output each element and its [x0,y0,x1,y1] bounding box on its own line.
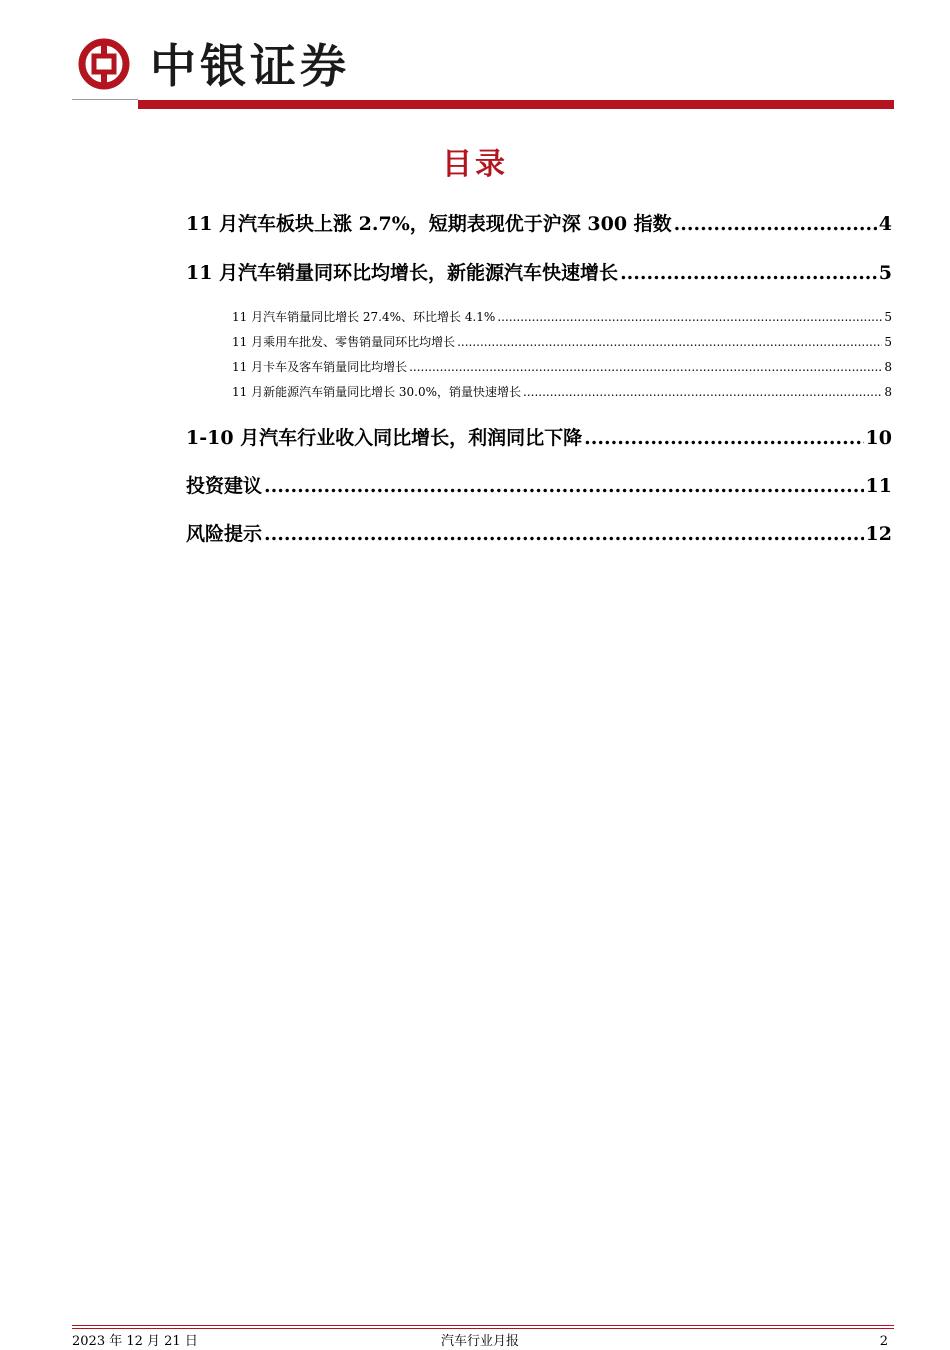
toc-entry-text: 11 月汽车板块上涨 2.7%，短期表现优于沪深 300 指数 [186,213,672,235]
toc-leader-dots [523,383,882,401]
toc-entry-page: 8 [884,385,892,399]
toc-entry-text: 投资建议 [186,475,263,497]
toc-entry[interactable] [186,259,892,287]
toc-entry-page: 10 [865,427,892,449]
toc-entry[interactable] [186,520,892,548]
toc-entry-page: 11 [865,475,892,497]
toc-entry-text: 11 月乘用车批发、零售销量同环比均增长 [232,335,456,349]
toc-leader-dots [264,472,864,500]
page-header [72,30,894,110]
toc-leader-dots [620,259,877,287]
toc-entry-page: 8 [884,360,892,374]
toc-entry-page: 5 [884,310,892,324]
toc-leader-dots [457,333,882,351]
toc-title: 目录 [442,147,508,182]
header-divider-thin [72,99,138,100]
header-divider-thick [138,100,894,109]
toc-entry-text: 11 月卡车及客车销量同比均增长 [232,360,408,374]
toc-leader-dots [584,424,863,452]
toc-leader-dots [264,520,864,548]
bank-of-china-logo-icon [78,38,130,90]
toc-leader-dots [409,358,882,376]
toc-entry-page: 5 [878,262,892,284]
toc-entry[interactable] [186,210,892,238]
footer-report-type: 汽车行业月报 [440,1334,519,1349]
toc-entry-page: 12 [865,523,892,545]
footer-date: 2023 年 12 月 21 日 [72,1334,198,1349]
toc-subentry[interactable] [232,333,892,351]
toc-entry-text: 风险提示 [186,523,263,545]
brand-name: 中银证券 [150,39,350,93]
toc-entry-text: 1-10 月汽车行业收入同比增长，利润同比下降 [186,427,583,449]
footer-page-number: 2 [879,1334,888,1349]
toc-entry-text: 11 月汽车销量同比增长 27.4%、环比增长 4.1% [232,310,496,324]
toc-leader-dots [674,210,877,238]
toc-entry-text: 11 月新能源汽车销量同比增长 30.0%，销量快速增长 [232,385,522,399]
toc-subentry[interactable] [232,308,892,326]
footer-divider [72,1325,894,1326]
toc-entry[interactable] [186,424,892,452]
toc-entry-page: 4 [878,213,892,235]
toc-leader-dots [497,308,882,326]
toc-entry[interactable] [186,472,892,500]
toc-subentry[interactable] [232,358,892,376]
toc-subentry[interactable] [232,383,892,401]
toc-entry-text: 11 月汽车销量同环比均增长，新能源汽车快速增长 [186,262,619,284]
footer-divider-secondary [72,1328,894,1329]
toc-entry-page: 5 [884,335,892,349]
